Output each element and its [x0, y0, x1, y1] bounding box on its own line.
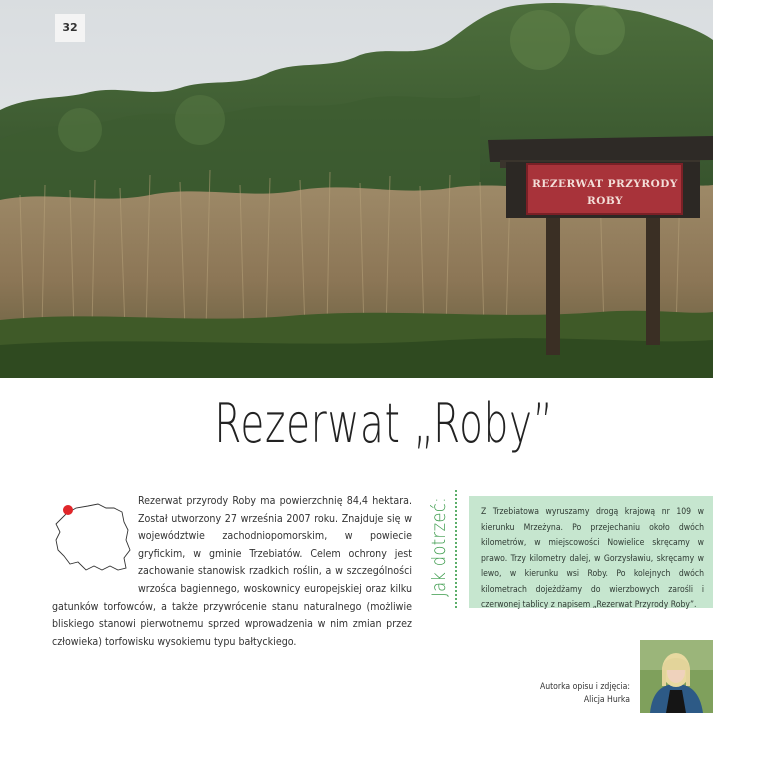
page-title: Rezerwat „Roby” [214, 392, 554, 455]
page-number: 32 [55, 14, 85, 42]
reserve-photo [0, 0, 713, 378]
how-to-get-heading: Jak dotrzeć: [428, 496, 450, 598]
directions-text: Z Trzebiatowa wyruszamy drogą krajową nr 109 w kierunku Mrzeżyna. Po przejechaniu około dwóch kilometrów, w miejscowości Nowielice skręcamy w prawo. Trzy kilometry dalej, w Gorzysławiu, skręcamy w lewo, w kierunku wsi Roby. Po kolejnych dwóch kilometrach dojeżdżamy do wierzbowych zarośli i czerwonej tablicy z napisem „Rezerwat Przyrody Roby”. [481, 507, 704, 610]
dotted-divider [455, 490, 457, 608]
how-to-get-label [424, 486, 454, 608]
author-name: Alicja Hurka [583, 695, 630, 705]
sign-text-line2: ROBY [586, 195, 624, 207]
description-text [52, 493, 412, 651]
description-paragraph: Rezerwat przyrody Roby ma powierzchnię 84,4 hektara. Został utworzony 27 września 2007 roku. Znajduje się w województwie zachodniopomorskim, w powiecie gryfickim, w gminie Trzebiatów. Celem ochrony jest zachowanie stanowisk rzadkich roślin, a w szczególności wrzośca bagiennego, woskownicy europejskiej oraz kilku gatunków torfowców, a także przywrócenie stanu naturalnego (możliwie bliskiego stanowi pierwotnemu sprzed wprowadzenia w nim zmian przez człowieka) torfowisku wysokiemu typu bałtyckiego. [52, 495, 412, 648]
directions-box [469, 496, 713, 608]
author-photo [640, 640, 713, 713]
sign-text-line1: REZERWAT PRZYRODY [532, 178, 678, 190]
author-credit [500, 681, 630, 707]
author-label: Autorka opisu i zdjęcia: [539, 682, 630, 692]
